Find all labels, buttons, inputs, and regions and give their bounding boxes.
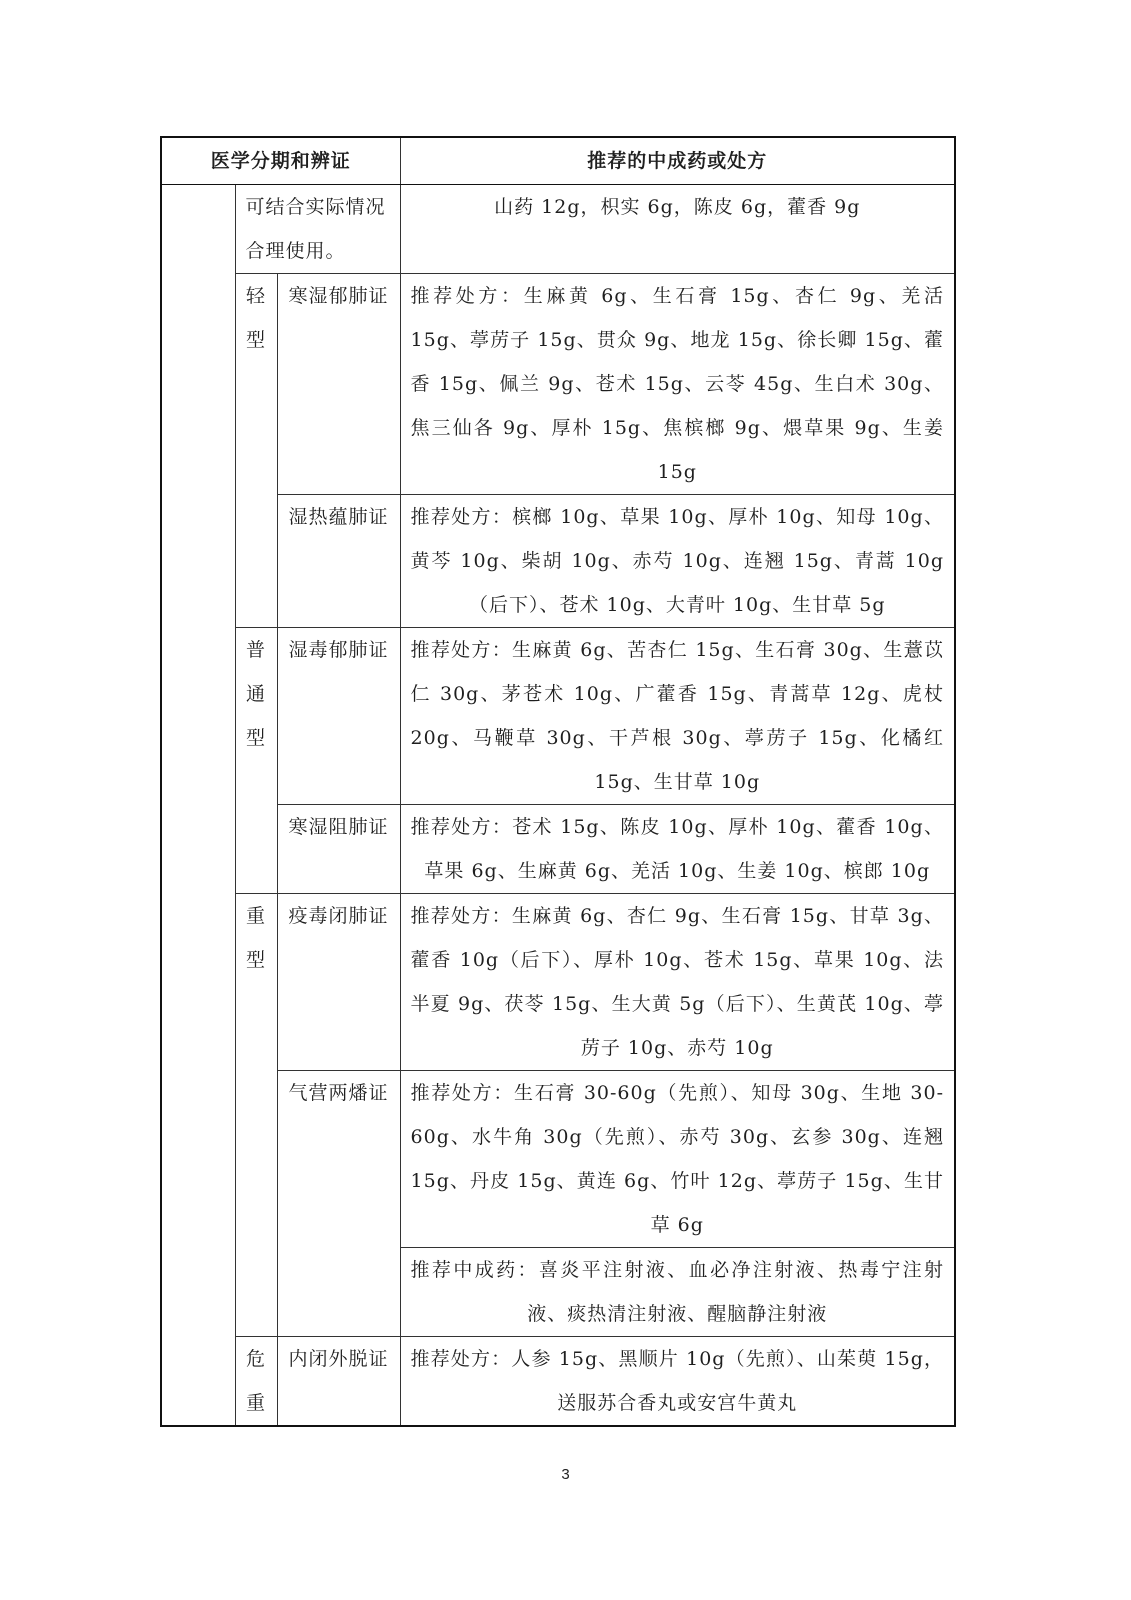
header-stage-syndrome: 医学分期和辨证 — [161, 137, 400, 185]
continuation-prescription: 山药 12g，枳实 6g，陈皮 6g，藿香 9g — [400, 185, 955, 274]
table-row — [161, 805, 955, 894]
table-row — [161, 495, 955, 628]
page-number: 3 — [561, 1466, 570, 1483]
blank-left-column — [161, 185, 235, 1427]
prescription-inner-close-outer-collapse: 推荐处方：人参 15g、黑顺片 10g（先煎）、山茱萸 15g，送服苏合香丸或安宫牛黄丸 — [400, 1337, 955, 1427]
patent-medicine-qi-ying-blaze: 推荐中成药：喜炎平注射液、血必净注射液、热毒宁注射液、痰热清注射液、醒脑静注射液 — [400, 1248, 955, 1337]
continuation-note: 可结合实际情况合理使用。 — [235, 185, 400, 274]
table-row — [161, 1337, 955, 1427]
prescription-damp-heat-lung: 推荐处方：槟榔 10g、草果 10g、厚朴 10g、知母 10g、黄芩 10g、柴胡 10g、赤芍 10g、连翘 15g、青蒿 10g（后下）、苍术 10g、大青叶 10g、生甘草 5g — [400, 495, 955, 628]
syndrome-cold-damp-lung: 寒湿郁肺证 — [277, 274, 400, 495]
stage-critical — [235, 1337, 277, 1427]
syndrome-epidemic-toxin-lung: 疫毒闭肺证 — [277, 894, 400, 1071]
stage-normal-label: 普 通 型 — [245, 639, 266, 749]
prescription-qi-ying-blaze: 推荐处方：生石膏 30-60g（先煎）、知母 30g、生地 30-60g、水牛角 30g（先煎）、赤芍 30g、玄参 30g、连翘 15g、丹皮 15g、黄连 6g、竹叶 12g、葶苈子 15g、生甘草 6g — [400, 1071, 955, 1248]
prescription-table — [160, 136, 956, 1427]
stage-critical-label: 危 重 — [245, 1348, 266, 1414]
stage-light — [235, 274, 277, 628]
stage-normal — [235, 628, 277, 894]
table-row — [161, 894, 955, 1071]
prescription-epidemic-toxin-lung: 推荐处方：生麻黄 6g、杏仁 9g、生石膏 15g、甘草 3g、藿香 10g（后下）、厚朴 10g、苍术 15g、草果 10g、法半夏 9g、茯苓 15g、生大黄 5g（后下）、生黄芪 10g、葶苈子 10g、赤芍 10g — [400, 894, 955, 1071]
stage-severe — [235, 894, 277, 1337]
table-header-row — [161, 137, 955, 185]
table-row — [161, 274, 955, 495]
syndrome-damp-heat-lung: 湿热蕴肺证 — [277, 495, 400, 628]
syndrome-cold-damp-obstruct-lung: 寒湿阻肺证 — [277, 805, 400, 894]
syndrome-qi-ying-blaze: 气营两燔证 — [277, 1071, 400, 1337]
prescription-cold-damp-obstruct-lung: 推荐处方：苍术 15g、陈皮 10g、厚朴 10g、藿香 10g、草果 6g、生麻黄 6g、羌活 10g、生姜 10g、槟郎 10g — [400, 805, 955, 894]
stage-severe-label: 重 型 — [245, 905, 266, 971]
prescription-cold-damp-lung: 推荐处方：生麻黄 6g、生石膏 15g、杏仁 9g、羌活 15g、葶苈子 15g、贯众 9g、地龙 15g、徐长卿 15g、藿香 15g、佩兰 9g、苍术 15g、云苓 45g、生白术 30g、焦三仙各 9g、厚朴 15g、焦槟榔 9g、煨草果 9g、生姜 15g — [400, 274, 955, 495]
table-row — [161, 185, 955, 274]
header-medicine: 推荐的中成药或处方 — [400, 137, 955, 185]
syndrome-inner-close-outer-collapse: 内闭外脱证 — [277, 1337, 400, 1427]
table-row — [161, 1071, 955, 1248]
prescription-damp-toxin-lung: 推荐处方：生麻黄 6g、苦杏仁 15g、生石膏 30g、生薏苡仁 30g、茅苍术 10g、广藿香 15g、青蒿草 12g、虎杖 20g、马鞭草 30g、干芦根 30g、葶苈子 15g、化橘红 15g、生甘草 10g — [400, 628, 955, 805]
syndrome-damp-toxin-lung: 湿毒郁肺证 — [277, 628, 400, 805]
stage-light-label: 轻 型 — [245, 285, 266, 351]
table-row — [161, 628, 955, 805]
